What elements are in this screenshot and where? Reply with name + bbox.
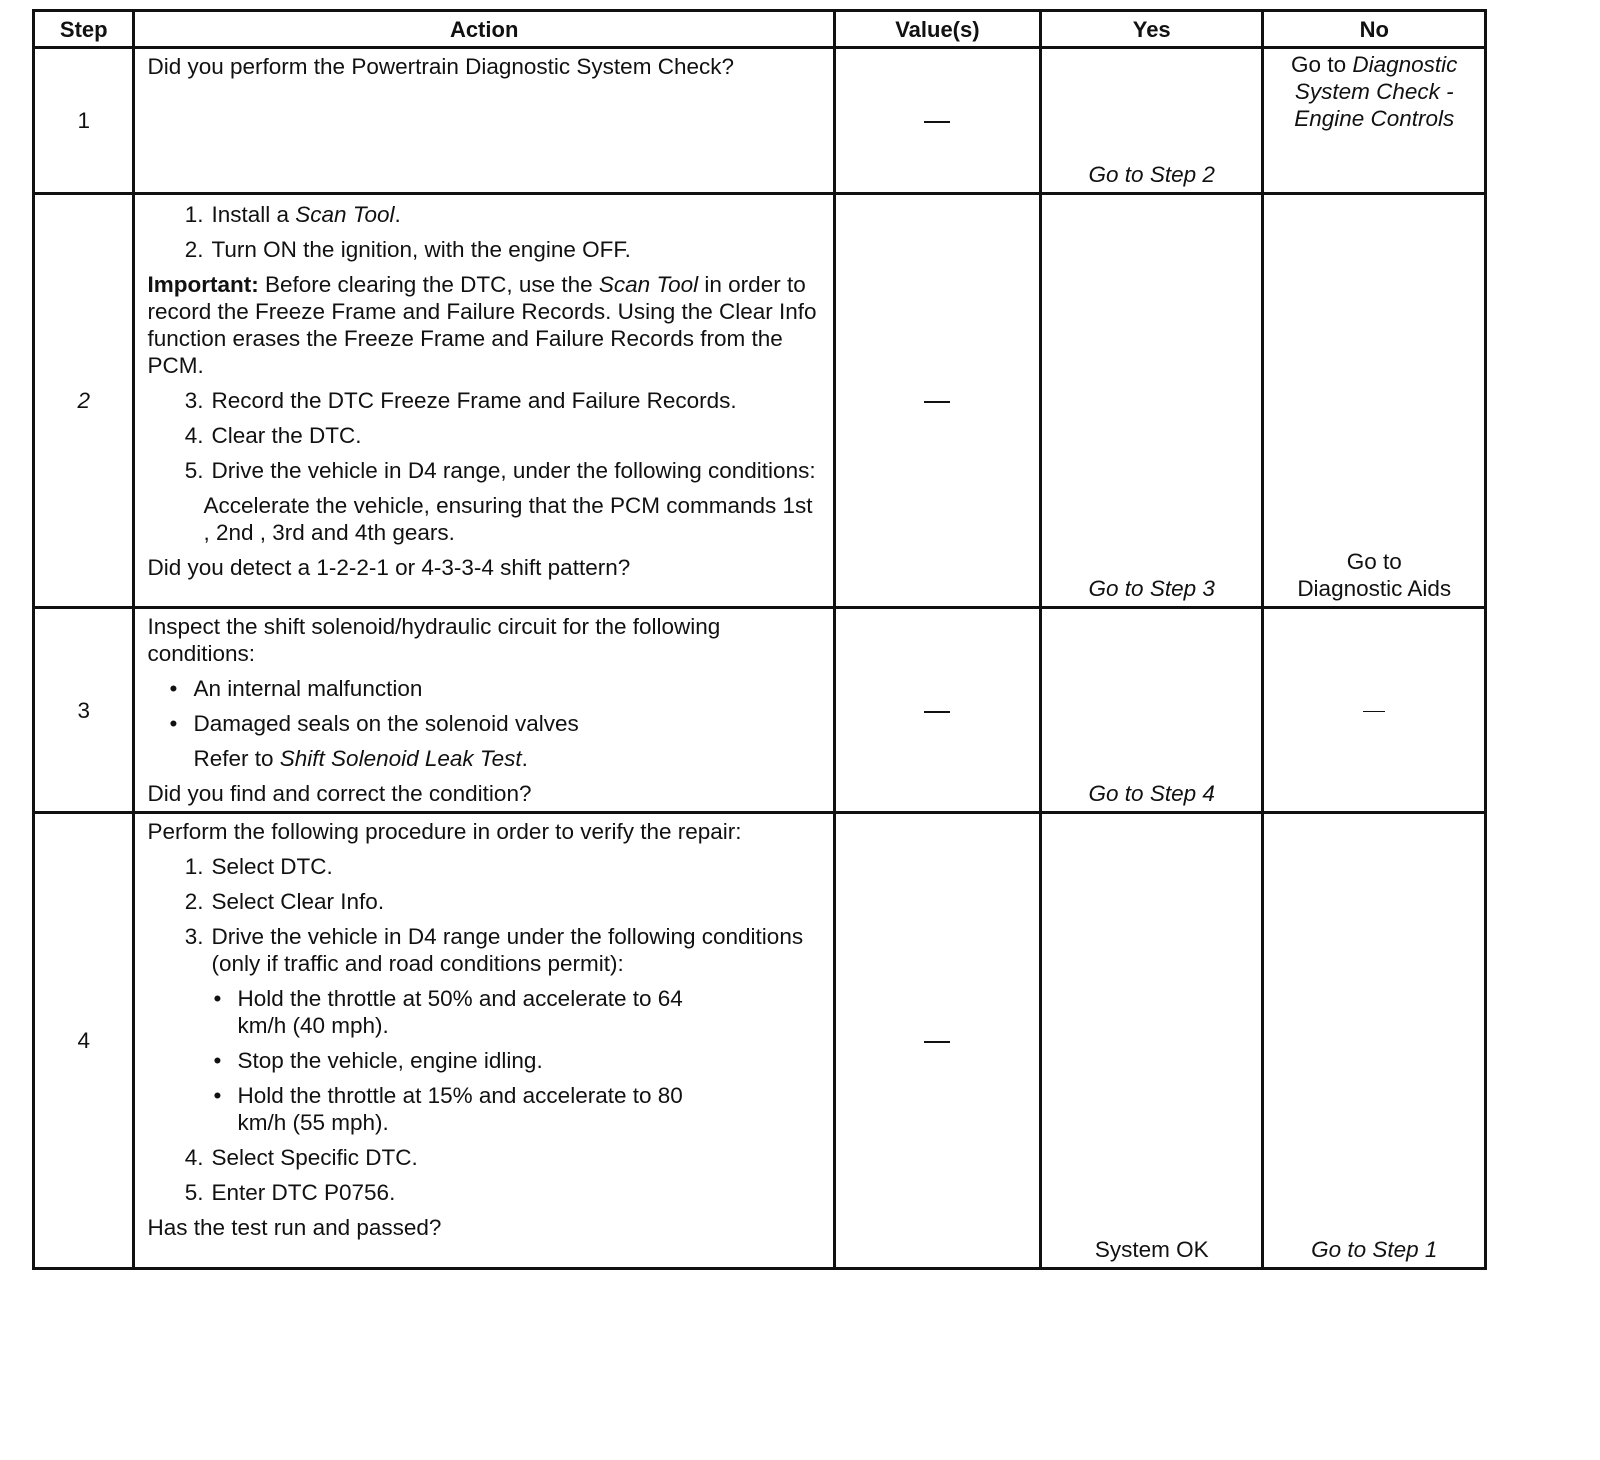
condition-text: Accelerate the vehicle, ensuring that the PCM commands 1st , 2nd , 3rd and 4th gears.: [203, 493, 813, 545]
table-row-step-1: [34, 48, 1486, 194]
dash-mark: [924, 711, 950, 713]
list-number: 4.: [184, 1145, 204, 1170]
action-question: Did you detect a 1-2-2-1 or 4-3-3-4 shift pattern?: [147, 555, 631, 580]
list-item: [147, 888, 824, 915]
header-no: No: [1263, 11, 1486, 48]
list-text: Record the DTC Freeze Frame and Failure Records.: [211, 388, 737, 413]
list-item: [147, 853, 824, 880]
bullet-icon: •: [213, 986, 222, 1011]
list-item: [147, 387, 824, 414]
step-number: 2: [34, 194, 134, 608]
step-number: 3: [34, 608, 134, 813]
action-cell: [134, 194, 834, 608]
list-text: Drive the vehicle in D4 range, under the following conditions:: [211, 458, 816, 483]
list-item: [147, 1179, 824, 1206]
list-number: 1.: [184, 202, 204, 227]
no-prefix: Go to: [1291, 52, 1353, 77]
action-cell: [134, 608, 834, 813]
yes-cell: [1040, 48, 1263, 194]
list-item: [147, 422, 824, 449]
action-question: Has the test run and passed?: [147, 1215, 442, 1240]
header-yes: Yes: [1040, 11, 1263, 48]
list-text: Clear the DTC.: [211, 423, 362, 448]
action-intro: Perform the following procedure in order to verify the repair:: [147, 819, 742, 844]
list-number: 5.: [184, 458, 204, 483]
bullet-item: [147, 675, 824, 702]
values-cell: [834, 48, 1040, 194]
dash-mark: [1363, 711, 1385, 712]
list-text: Select Clear Info.: [211, 889, 385, 914]
diagnostic-table-wrapper: [32, 9, 1487, 1270]
list-number: 1.: [184, 854, 204, 879]
refer-text: [147, 745, 824, 772]
bullet-text: Damaged seals on the solenoid valves: [193, 711, 579, 736]
no-cell: [1263, 813, 1486, 1269]
scan-tool-term: Scan Tool: [598, 272, 699, 297]
diagnostic-table: [32, 9, 1487, 1270]
values-cell: [834, 813, 1040, 1269]
header-row: [34, 11, 1486, 48]
bullet-icon: •: [213, 1083, 222, 1108]
list-number: 3.: [184, 388, 204, 413]
header-step: Step: [34, 11, 134, 48]
no-prefix: Go to: [1346, 549, 1402, 574]
list-text: Select DTC.: [211, 854, 333, 879]
action-intro: Inspect the shift solenoid/hydraulic circuit for the following conditions:: [147, 614, 721, 666]
bullet-item: [147, 985, 824, 1039]
list-text: Select Specific DTC.: [211, 1145, 418, 1170]
bullet-item: [147, 710, 824, 737]
step-number: 4: [34, 813, 134, 1269]
important-label: Important:: [147, 272, 259, 297]
list-number: 5.: [184, 1180, 204, 1205]
list-item: [147, 1144, 824, 1171]
refer-suffix: .: [521, 746, 528, 771]
list-text: Drive the vehicle in D4 range under the following conditions (only if traffic and road conditions permit):: [211, 924, 804, 976]
list-number: 2.: [184, 889, 204, 914]
list-text: Turn ON the ignition, with the engine OFF.: [211, 237, 631, 262]
action-cell: [134, 813, 834, 1269]
list-text-end: .: [394, 202, 401, 227]
list-number: 4.: [184, 423, 204, 448]
bullet-icon: •: [213, 1048, 222, 1073]
action-question: Did you perform the Powertrain Diagnostic System Check?: [147, 54, 734, 79]
no-link[interactable]: Diagnostic System Check - Engine Controls: [1294, 52, 1458, 131]
list-number: 2.: [184, 237, 204, 262]
dash-mark: [924, 401, 950, 403]
table-row-step-3: [34, 608, 1486, 813]
list-item: [147, 201, 824, 228]
yes-result: System OK: [1094, 1237, 1209, 1262]
yes-link[interactable]: Go to Step 3: [1088, 576, 1215, 601]
bullet-text: An internal malfunction: [193, 676, 423, 701]
list-item: [147, 457, 824, 484]
no-cell: [1263, 48, 1486, 194]
bullet-icon: •: [169, 711, 178, 736]
important-note: [147, 271, 824, 379]
dash-mark: [924, 121, 950, 123]
dash-mark: [924, 1041, 950, 1043]
list-item: [147, 923, 824, 977]
list-item: [147, 236, 824, 263]
yes-link[interactable]: Go to Step 4: [1088, 781, 1215, 806]
header-values: Value(s): [834, 11, 1040, 48]
bullet-item: [147, 1047, 824, 1074]
table-row-step-2: [34, 194, 1486, 608]
bullet-item: [147, 1082, 824, 1136]
bullet-text: Hold the throttle at 15% and accelerate to 80 km/h (55 mph).: [237, 1083, 683, 1135]
no-link[interactable]: Go to Step 1: [1311, 1237, 1438, 1262]
list-text: Enter DTC P0756.: [211, 1180, 396, 1205]
values-cell: [834, 194, 1040, 608]
no-link[interactable]: Diagnostic Aids: [1297, 576, 1452, 601]
refer-link[interactable]: Shift Solenoid Leak Test: [279, 746, 522, 771]
table-row-step-4: [34, 813, 1486, 1269]
list-text: Install a: [211, 202, 296, 227]
yes-cell: [1040, 608, 1263, 813]
header-action: Action: [134, 11, 834, 48]
list-number: 3.: [184, 924, 204, 949]
yes-link[interactable]: Go to Step 2: [1088, 162, 1215, 187]
values-cell: [834, 608, 1040, 813]
no-cell: [1263, 194, 1486, 608]
yes-cell: [1040, 194, 1263, 608]
scan-tool-term: Scan Tool: [295, 202, 395, 227]
yes-cell: [1040, 813, 1263, 1269]
no-cell: [1263, 608, 1486, 813]
step-number: 1: [34, 48, 134, 194]
refer-prefix: Refer to: [193, 746, 280, 771]
bullet-text: Stop the vehicle, engine idling.: [237, 1048, 543, 1073]
important-text-end: in order to record the Freeze Frame and Failure Records. Using the Clear Info function erases the Freeze Frame and Failure Records from the PCM.: [147, 272, 817, 378]
important-text: Before clearing the DTC, use the: [258, 272, 599, 297]
bullet-text: Hold the throttle at 50% and accelerate to 64 km/h (40 mph).: [237, 986, 683, 1038]
action-cell: [134, 48, 834, 194]
bullet-icon: •: [169, 676, 178, 701]
action-question: Did you find and correct the condition?: [147, 781, 532, 806]
